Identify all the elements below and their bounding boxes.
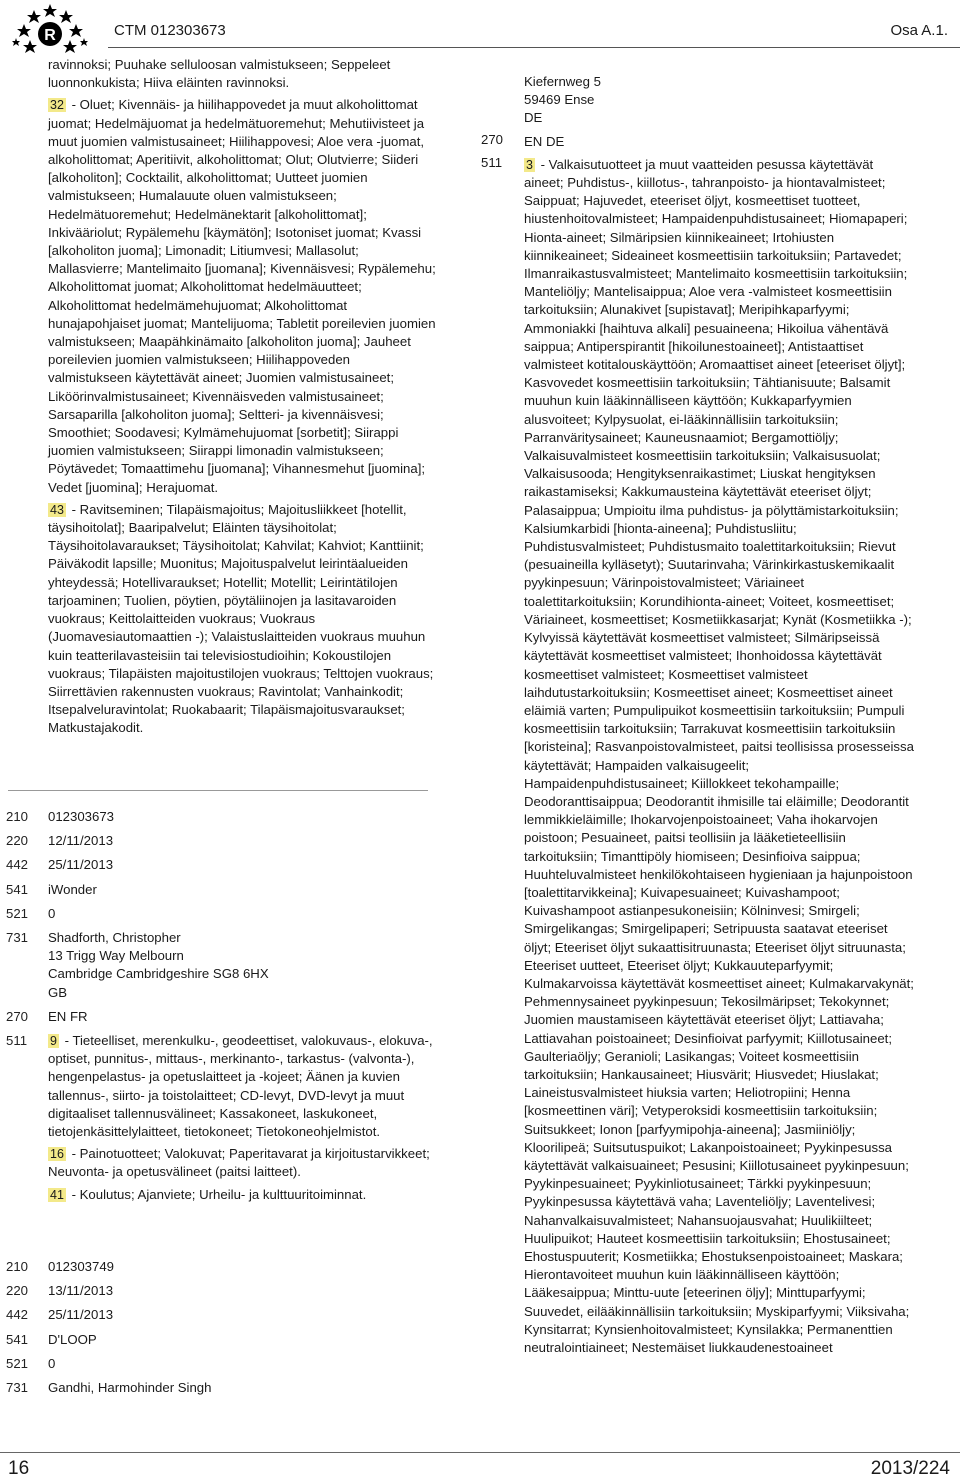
class-43-text: - Ravitseminen; Tilapäismajoitus; Majoitusliikkeet [hotellit, täysihoitolat]; Baaripalvelut; Eläinten täysihoitolat; Täysihoitolavaraukset; Täysihoitolat; Kahvilat; Kahviot; Kanttiinit; Päiväkodit lapsille; Muonitus; Majoituspalvelut leirintäalueiden yhteydessä; Hotellivaraukset; Hotellit; Motellit; Leirintätilojen tarjoaminen; Tuolien, pöytien, pöytäliinojen ja lasitavaroiden vuokraus; Keittolaitteiden vuokraus; Vuokraus (Juomavesiautomaattien -); Valaistuslaitteiden vuokraus muuhun kuin teatterilavasteisiin tai televisiostudioihin; Kokoustilojen vuokraus; Tilapäisten majoitustilojen vuokraus; Telttojen vuokraus; Siirrettävien rakennusten vuokraus; Ravintolat; Vanhainkodit; Itsepalveluravintolat; Ruokabaarit; Tilapäismajoitusvaraukset; Matkustajakodit. bbox=[48, 501, 434, 736]
record-row bbox=[6, 808, 436, 826]
inid-code: 511 bbox=[481, 155, 503, 171]
class-16-text: - Painotuotteet; Valokuvat; Paperitavarat ja kirjoitustarvikkeet; Neuvonta- ja opetusvälineet (paitsi laitteet). bbox=[48, 1146, 430, 1180]
class-32-entry bbox=[48, 96, 436, 496]
class-number-43: 43 bbox=[50, 502, 64, 517]
owner-line: Shadforth, Christopher bbox=[48, 930, 181, 946]
record-row bbox=[6, 1355, 436, 1373]
application-number: 012303749 bbox=[48, 1259, 115, 1274]
inid-code: 541 bbox=[6, 1331, 29, 1347]
record-row bbox=[6, 1032, 436, 1204]
record-row bbox=[6, 1379, 436, 1397]
record-row bbox=[6, 1258, 436, 1276]
address-line: DE bbox=[524, 110, 543, 126]
record-row bbox=[6, 1331, 436, 1349]
record-row bbox=[6, 1282, 436, 1300]
filing-date: 13/11/2013 bbox=[48, 1283, 114, 1299]
record-row bbox=[6, 905, 436, 923]
class-9-entry bbox=[48, 1032, 436, 1141]
inid-code: 210 bbox=[6, 1259, 29, 1274]
inid-code: 541 bbox=[6, 881, 29, 897]
mark-kind: 0 bbox=[48, 905, 56, 921]
svg-text:R: R bbox=[44, 27, 56, 44]
record-separator bbox=[8, 790, 428, 791]
class-41-text: - Koulutus; Ajanviete; Urheilu- ja kulttuuritoiminnat. bbox=[71, 1186, 367, 1202]
right-inid-codes bbox=[481, 131, 503, 177]
class-number-9: 9 bbox=[50, 1034, 57, 1049]
owner-line: Cambridge Cambridgeshire SG8 6HX bbox=[48, 966, 269, 982]
class-41-entry bbox=[48, 1186, 436, 1204]
class-32-text: - Oluet; Kivennäis- ja hiilihappovedet ja muut alkoholittomat juomat; Hedelmäjuomat ja hedelmätuoremehut; Mehutiivisteet ja muut juomien valmistusaineet; Hiilihappovesi; Aloe vera -juomat, alkoholittomat; Aperitiivit, alkoholittomat; Olut; Olutvierre; Siideri [alkoholiton]; Cocktailit, alkoholittomat; Uutteet juomien valmistukseen; Humalauute oluen valmistukseen; Hedelmätuoremehut; Hedelmänektarit [alkoholittomat]; Inkivääriolut; Rypälemehu [käymätön]; Isotoniset juomat; Kvassi [alkoholiton juoma]; Limonadit; Litiumvesi; Mallasolut; Mallasvierre; Mantelimaito [juomana]; Kivennäisvesi; Rypälemehu; Alkoholittomat juomat; Alkoholittomat hedelmäuutteet; Alkoholittomat hedelmämehujuomat; Alkoholittomat hunajapohjaiset juomat; Mantelijuoma; Tabletit poreilevien juomien valmistukseen; Maapähkinämaito [alkoholiton juoma]; Jauheet poreilevien juomien valmistukseen; Hiilihappoveden valmistukseen käytettävät aineet; Juomien valmistusaineet; Liköörinvalmistusaineet; Kivennäisveden valmistusaineet; Sarsaparilla [alkoholiton juoma]; Seltteri- ja kivennäisvesi; Smoothiet; Soodavesi; Kylmämehujuomat [sorbetit]; Siirappi juomien valmistukseen; Siirappi limonadin valmistukseen; Pöytävedet; Tomaattimehu [juomana]; Vihannesmehut [juomina]; Vedet [juomina]; Herajuomat. bbox=[48, 97, 436, 495]
record-row bbox=[6, 832, 436, 850]
record-row bbox=[6, 929, 436, 1002]
class-number-41: 41 bbox=[50, 1187, 64, 1202]
inid-code: 220 bbox=[6, 833, 29, 849]
class-3-entry bbox=[524, 156, 916, 1357]
class-number-32: 32 bbox=[50, 98, 64, 113]
languages: EN DE bbox=[524, 133, 565, 149]
class-16-entry bbox=[48, 1145, 436, 1181]
class-3-text: - Valkaisutuotteet ja muut vaatteiden pesussa käytettävät aineet; Puhdistus-, kiillotus-, tahranpoisto- ja hiontavalmisteet; Saippuat; Hajuvedet, eteeriset öljyt, kosmeettiset tuotteet, hiustenhoitovalmisteet; Hampaidenpuhdistusaineet; Hiomapaperi; Hionta-aineet; Silmäripsien kiinnikeaineet; Irtohiusten kiinnikeaineet; Sideaineet kosmeettisiin tarkoituksiin; Partavedet; Ilmanraikastusvalmisteet; Mantelimaito kosmeettisiin tarkoituksiin; Manteliöljy; Mantelisaippua; Aloe vera -valmisteet kosmeettisiin tarkoituksiin; Alunakivet [supistavat]; Meripihkaparfyymi; Ammoniakki [haihtuva alkali] pesuaineena; Hikoilua vähentävä saippua; Antiperspirantit [hikoilunestoaineet]; Antistaattiset valmisteet kotitalouskäyttöön; Aromaattiset aineet [eteeriset öljyt]; Kasvovedet kosmeettisiin tarkoituksiin; Tähtianisuute; Balsamit muuhun kuin lääkinnälliseen käyttöön; Kukkaparfyymien alusvoiteet; Kylpysuolat, ei-lääkinnällisiin tarkoituksiin; Parranväritysaineet; Kauneusnaamiot; Bergamottiöljy; Valkaisuvalmisteet kosmeettisiin tarkoituksiin; Valkaisusuolat; Valkaisusooda; Hengityksenraikastimet; Liuskat hengityksen raikastamiseksi; Kakkumausteina käytettävät eteeriset öljyt; Palasaippua; Umpioitu ilma puhdistus- ja pölyttämistarkoituksiin; Kalsiumkarbidi [hionta-aineena]; Puhdistusliitu; Puhdistusvalmisteet; Puhdistusmaito toalettitarkoituksiin; Rievut (pesuaineilla kylläsetyt); Suutarinvaha; Värinkirkastuskemikaalit pyykinpesuun; Värinpoistovalmisteet; Väriaineet toalettitarkoituksiin; Korundihionta-aineet; Voiteet, kosmeettiset; Väriaineet, kosmeettiset; Kosmetiikkasarjat; Kynät (Kosmetiikka -); Kylvyissä käytettävät kosmeettiset valmisteet; Silmäripseissä käytettävät kosmeettiset valmisteet; Ihonhoidossa käytettävät kosmeettiset valmisteet; Kosmeettiset valmisteet laihdutustarkoituksiin; Kosmeettiset aineet; Kosmeettiset aineet eläimiä varten; Pumpulipuikot kosmeettisiin tarkoituksiin; Pumpuli kosmeettisiin tarkoituksiin; Tarrakuvat kosmeettisiin tarkoituksiin [koristeina]; Rasvanpoistovalmisteet, paitsi teollisissa prosesseissa käytettävät; Hampaiden valkaisugeelit; Hampaidenpuhdistusaineet; Kiillokkeet tekohampaille; Deodoranttisaippua; Deodorantit ihmisille tai eläimille; Deodorantit lemmikkieläimille; Ihokarvojenpoistoaineet; Vaha ihokarvojen poistoon; Pesuaineet, paitsi teollisiin ja lääketieteellisiin tarkoituksiin; Timanttipöly hiomiseen; Desinfioiva saippua; Huuhteluvalmisteet henkilökohtaiseen hygieniaan ja hajunpoistoon [toalettitarvikkeina]; Kuivapesuaineet; Kuivashampoot; Kuivashampoot astianpesukoneisiin; Kölninvesi; Smirgeli; Smirgelikangas; Smirgelipaperi; Setripuusta saatavat eteeriset öljyt; Eteeriset öljyt sukaattisitruunasta; Eteeriset öljyt sitruunasta; Eteeriset uutteet, Eteeriset öljyt; Kukkauuteparfyymit; Kulmakarvoissa käytettävät kosmeettiset aineet; Kulmakarvakynät; Pehmennysaineet pyykinpesuun; Tekosilmäripset; Tekokynnet; Juomien maustamiseen käytettävät eteeriset öljyt; Lattiavaha; Lattiavahan poistoaineet; Desinfioivat parfyymit; Kiillotusaineet; Gaulteriaöljy; Geranioli; Lasikangas; Voiteet kosmeettisiin tarkoituksiin; Hankausaineet; Hiusvärit; Hiusvedet; Hiuslakat; Laineistusvalmisteet hiuksia varten; Heliotropiini; Henna [kosmeettinen väri]; Vetyperoksidi kosmeettisiin tarkoituksiin; Suitsukkeet; Ionon [parfyymipohja-aineena]; Jasmiiniöljy; Kloorilipeä; Suitsutuspuikot; Lakanpoistoaineet; Pyykinpesussa käytettävät valkaisuaineet; Pesusini; Kiillotusaineet pyykinpesuun; Pyykinpesuaineet; Pyykinliotusaineet; Tärkki pyykinpesuun; Pyykinpesussa käytettävä vaha; Laventeliöljy; Laventelivesi; Nahanvalkaisuvalmisteet; Nahansuojausvahat; Huulikiilteet; Huulipuikot; Hauteet kosmeettisiin tarkoituksiin; Ehostusaineet; Ehostuspuuterit; Kosmetiikka; Ehostuksenpoistoaineet; Maskara; Hierontavoiteet muuhun kuin lääkinnälliseen käyttöön; Lääkesaippua; Minttu-uute [eteerinen öljy]; Minttuparfyymi; Suuvedet, eilääkinnällisiin tarkoituksiin; Myskiparfyymi; Viiksivaha; Kynsitarrat; Kynsienhoitovalmisteet; Kynsilakka; Permanenttien neutralointiaineet; Nestemäiset liukkaudenestoaineet bbox=[524, 156, 914, 1356]
trademark-record-2 bbox=[6, 1258, 436, 1397]
class-number-16: 16 bbox=[50, 1147, 64, 1162]
inid-code: 442 bbox=[6, 1307, 29, 1323]
trademark-record-1 bbox=[6, 808, 436, 1204]
inid-code: 210 bbox=[6, 809, 29, 824]
owner-line: GB bbox=[48, 984, 68, 1000]
header-divider bbox=[108, 47, 960, 48]
inid-code: 521 bbox=[6, 905, 29, 921]
inid-code: 270 bbox=[6, 1008, 29, 1024]
application-number: 012303673 bbox=[48, 809, 115, 824]
inid-code: 731 bbox=[6, 1380, 29, 1396]
mark-name: iWonder bbox=[48, 881, 97, 897]
mark-kind: 0 bbox=[48, 1355, 56, 1371]
class-number-3: 3 bbox=[526, 157, 533, 172]
inid-code: 521 bbox=[6, 1355, 29, 1371]
record-row bbox=[6, 881, 436, 899]
left-column bbox=[48, 56, 436, 742]
inid-code: 442 bbox=[6, 857, 29, 873]
footer-divider bbox=[0, 1452, 960, 1453]
header-title: CTM 012303673 bbox=[114, 22, 226, 39]
class-43-entry bbox=[48, 501, 436, 738]
mark-name: D'LOOP bbox=[48, 1331, 97, 1347]
bulletin-issue: 2013/224 bbox=[870, 1458, 950, 1479]
header-section: Osa A.1. bbox=[890, 22, 948, 39]
eu-ohim-logo bbox=[4, 2, 96, 60]
owner-line: 13 Trigg Way Melbourn bbox=[48, 948, 184, 964]
languages: EN FR bbox=[48, 1008, 88, 1024]
stars-emblem-icon bbox=[4, 2, 96, 60]
inid-code: 731 bbox=[6, 930, 29, 946]
filing-date: 12/11/2013 bbox=[48, 833, 114, 849]
publication-date: 25/11/2013 bbox=[48, 1307, 114, 1323]
publication-date: 25/11/2013 bbox=[48, 857, 114, 873]
owner-address bbox=[48, 929, 436, 1002]
right-column bbox=[524, 73, 916, 1357]
record-row bbox=[6, 856, 436, 874]
inid-code: 270 bbox=[481, 132, 504, 147]
class-9-text: - Tieteelliset, merenkulku-, geodeettiset, valokuvaus-, elokuva-, optiset, punnitus-, mittaus-, merkinanto-, tarkastus- (valvonta-), hengenpelastus- ja opetuslaitteet ja -kojeet; Äänen ja kuvien tallennus-, siirto- ja toistolaitteet; CD-levyt, DVD-levyt ja muut digitaaliset tallennusvälineet; Kassakoneet, laskukoneet, tietojenkäsittelylaitteet, tietokoneet; Tietokoneohjelmistot. bbox=[48, 1033, 433, 1140]
record-row bbox=[6, 1008, 436, 1026]
goods-services bbox=[48, 1032, 436, 1204]
inid-code: 220 bbox=[6, 1283, 29, 1299]
left-intro-text: ravinnoksi; Puuhake selluloosan valmistukseen; Seppeleet luonnonkukista; Hiiva eläinten ravinnoksi. bbox=[48, 57, 391, 91]
inid-code: 511 bbox=[6, 1033, 28, 1049]
page-number: 16 bbox=[8, 1458, 30, 1479]
address-line: Kiefernweg 5 bbox=[524, 74, 601, 89]
owner-name: Gandhi, Harmohinder Singh bbox=[48, 1380, 212, 1396]
record-row bbox=[6, 1306, 436, 1324]
address-line: 59469 Ense bbox=[524, 92, 595, 108]
